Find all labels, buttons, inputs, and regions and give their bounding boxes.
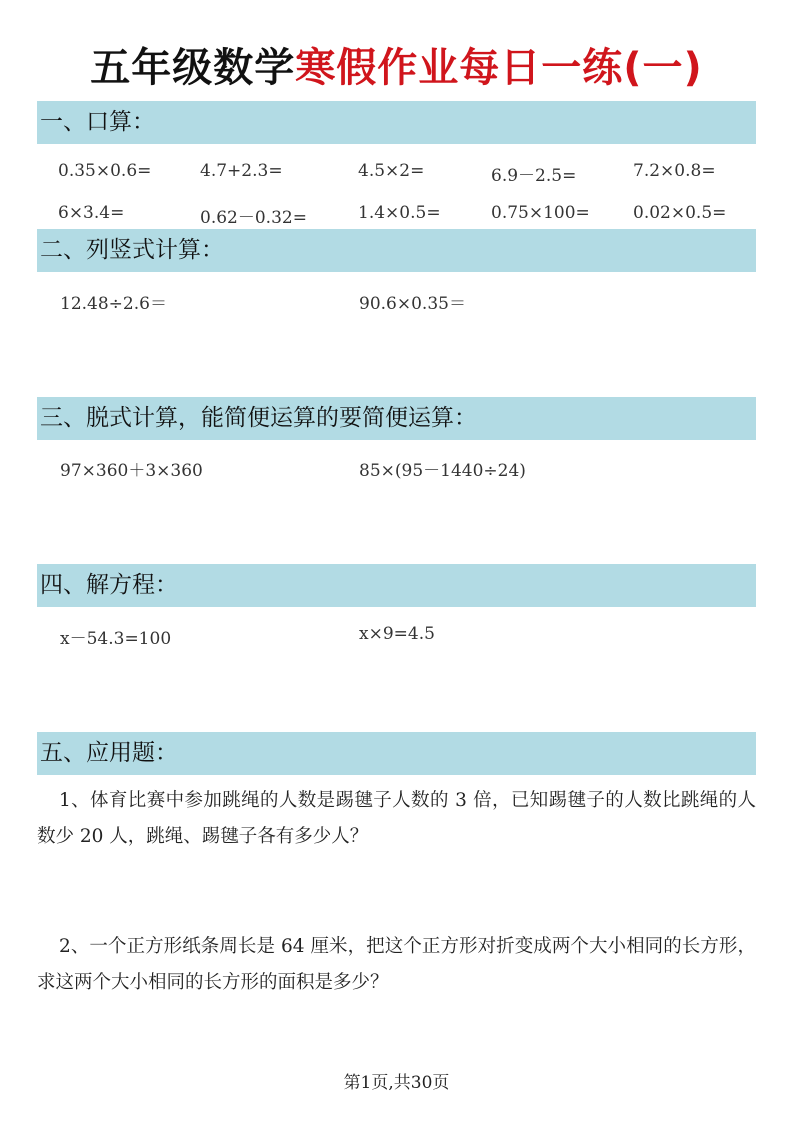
page-title bbox=[0, 38, 793, 98]
word-problem-2: 2、一个正方形纸条周长是 64 厘米，把这个正方形对折变成两个大小相同的长方形，求这两个大小相同的长方形的面积是多少？ bbox=[37, 936, 756, 993]
section-heading-oral-calc: 一、口算： bbox=[37, 101, 756, 144]
stepwise-calc-row bbox=[0, 456, 793, 480]
vertical-calc-row bbox=[0, 289, 793, 313]
vertical-calc-item: 90.6×0.35＝ bbox=[359, 294, 466, 314]
title-part1: 五年级数学 bbox=[90, 45, 296, 91]
oral-calc-item: 4.5×2= bbox=[358, 161, 425, 181]
title-part2: 寒假作业每日一练(一) bbox=[295, 45, 703, 91]
page-footer: 第1页,共30页 bbox=[343, 1073, 450, 1093]
word-problem-1: 1、体育比赛中参加跳绳的人数是踢毽子人数的 3 倍，已知踢毽子的人数比跳绳的人数少 20 人，跳绳、踢毽子各有多少人？ bbox=[37, 790, 756, 847]
oral-calc-item: 0.62－0.32= bbox=[200, 208, 307, 228]
vertical-calc-item: 12.48÷2.6＝ bbox=[60, 294, 167, 314]
oral-calc-item: 1.4×0.5= bbox=[358, 203, 441, 223]
section-heading-equations: 四、解方程： bbox=[37, 564, 756, 607]
oral-calc-item: 6×3.4= bbox=[58, 203, 125, 223]
section-heading-word-problems: 五、应用题： bbox=[37, 732, 756, 775]
equations-row bbox=[0, 624, 793, 648]
stepwise-calc-item: 97×360＋3×360 bbox=[60, 461, 203, 481]
oral-calc-item: 0.35×0.6= bbox=[58, 161, 152, 181]
oral-calc-item: 4.7+2.3= bbox=[200, 161, 283, 181]
oral-calc-item: 7.2×0.8= bbox=[633, 161, 716, 181]
oral-calc-item: 6.9－2.5= bbox=[491, 166, 577, 186]
section-heading-stepwise-calc: 三、脱式计算，能简便运算的要简便运算： bbox=[37, 397, 756, 440]
oral-calc-row-1 bbox=[0, 161, 793, 185]
equation-item: x－54.3=100 bbox=[60, 629, 172, 649]
oral-calc-row-2 bbox=[0, 203, 793, 227]
equation-item: x×9=4.5 bbox=[359, 624, 435, 644]
stepwise-calc-item: 85×(95－1440÷24) bbox=[359, 461, 526, 481]
oral-calc-item: 0.75×100= bbox=[491, 203, 590, 223]
oral-calc-item: 0.02×0.5= bbox=[633, 203, 727, 223]
section-heading-vertical-calc: 二、列竖式计算： bbox=[37, 229, 756, 272]
